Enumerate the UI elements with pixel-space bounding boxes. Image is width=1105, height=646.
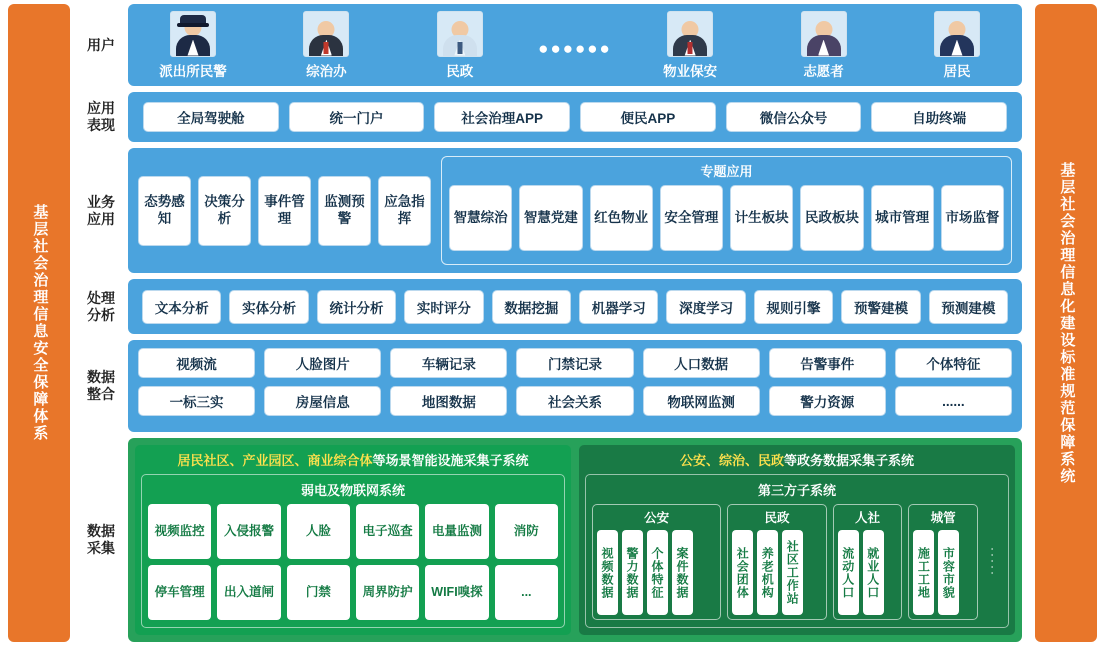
- gov-group-title: 民政: [764, 511, 790, 525]
- int-item-alarm-event[interactable]: 告警事件: [769, 348, 886, 378]
- proc-item-deep-learning[interactable]: 深度学习: [666, 290, 745, 324]
- gov-item-case-data[interactable]: 案件数据: [672, 530, 693, 615]
- biz-item-monitor[interactable]: 监测预警: [318, 176, 371, 246]
- layer-label-line: 应用: [87, 100, 115, 117]
- user-label: 派出所民警: [159, 63, 227, 79]
- acquisition-scene-subsystem: [135, 445, 571, 635]
- special-application-group: [441, 156, 1012, 265]
- int-item-house-info[interactable]: 房屋信息: [264, 386, 381, 416]
- third-party-group: [585, 474, 1009, 628]
- layer-label-application: [74, 92, 128, 142]
- app-item-cockpit[interactable]: 全局驾驶舱: [143, 102, 279, 132]
- layer-label-line: 采集: [87, 540, 115, 556]
- proc-item-rule-engine[interactable]: 规则引擎: [754, 290, 833, 324]
- gov-group-items: [913, 530, 973, 615]
- acq-item-power-monitoring[interactable]: 电量监测: [425, 504, 488, 559]
- user-label: 居民: [943, 63, 971, 79]
- int-item-face-image[interactable]: 人脸图片: [264, 348, 381, 378]
- acq-item-face[interactable]: 人脸: [287, 504, 350, 559]
- app-item-governance-app[interactable]: 社会治理APP: [434, 102, 570, 132]
- layer-label-line: 数据: [87, 523, 115, 540]
- acquisition-container: [128, 438, 1022, 642]
- left-vertical-banner: 基层社会治理信息安全保障体系: [8, 4, 70, 642]
- layer-label-line: 整合: [87, 386, 115, 402]
- int-item-social-relation[interactable]: 社会关系: [516, 386, 633, 416]
- gov-item-community-workstation[interactable]: 社区工作站: [782, 530, 803, 615]
- layer-label-line: 表现: [87, 117, 115, 133]
- layer-label-users: 用户: [87, 36, 115, 53]
- gov-group-civil-affairs: [727, 504, 826, 620]
- user-label: 志愿者: [803, 63, 844, 79]
- special-item-smart-governance[interactable]: 智慧综治: [449, 185, 512, 251]
- gov-group-items: [597, 530, 716, 615]
- government-subsystem-title: [585, 450, 1009, 469]
- weak-current-iot-row-2: [148, 565, 558, 620]
- special-item-red-property[interactable]: 红色物业: [590, 185, 653, 251]
- gov-item-video-data[interactable]: 视频数据: [597, 530, 618, 615]
- int-item-more[interactable]: ......: [895, 386, 1012, 416]
- gov-groups-ellipsis: ·····: [986, 547, 1000, 577]
- layer-application: [74, 92, 1022, 142]
- gov-item-employed-population[interactable]: 就业人口: [863, 530, 884, 615]
- user-item[interactable]: [635, 11, 745, 80]
- avatar-shirt-icon: [437, 11, 483, 57]
- government-subsystem-title-rest: 等政务数据采集子系统: [784, 453, 915, 468]
- acq-item-barrier-gate[interactable]: 出入道闸: [217, 565, 280, 620]
- proc-item-machine-learning[interactable]: 机器学习: [579, 290, 658, 324]
- user-item[interactable]: [271, 11, 381, 80]
- acquisition-government-subsystem: [579, 445, 1015, 635]
- biz-item-emergency[interactable]: 应急指挥: [378, 176, 431, 246]
- app-item-convenience-app[interactable]: 便民APP: [580, 102, 716, 132]
- int-item-map-data[interactable]: 地图数据: [390, 386, 507, 416]
- layer-label-integration: [74, 340, 128, 432]
- layer-label-acquisition: [74, 438, 128, 642]
- business-core-group: [138, 156, 431, 265]
- user-item[interactable]: [138, 11, 248, 80]
- users-container: [128, 4, 1022, 86]
- ellipsis-dots: ●●●●●●: [538, 39, 612, 58]
- business-container: [128, 148, 1022, 273]
- proc-item-prediction-model[interactable]: 预测建模: [929, 290, 1008, 324]
- scene-subsystem-title-rest: 等场景智能设施采集子系统: [372, 453, 529, 468]
- user-label: 物业保安: [663, 63, 718, 79]
- user-label: 民政: [446, 63, 474, 79]
- gov-item-floating-population[interactable]: 流动人口: [838, 530, 859, 615]
- user-label: 综治办: [306, 63, 347, 79]
- gov-group-items: [838, 530, 898, 615]
- special-item-civil-affairs[interactable]: 民政板块: [800, 185, 863, 251]
- weak-current-iot-row-1: [148, 504, 558, 559]
- gov-group-title: 城管: [930, 511, 956, 525]
- scene-subsystem-title-highlight: 居民社区、产业园区、商业综合体: [177, 453, 373, 468]
- gov-group-items: [732, 530, 821, 615]
- layer-processing: [74, 279, 1022, 334]
- acq-item-fire[interactable]: 消防: [495, 504, 558, 559]
- acq-item-wifi-sniffer[interactable]: WIFI嗅探: [425, 565, 488, 620]
- layer-label-processing: [74, 279, 128, 334]
- acq-item-perimeter-protection[interactable]: 周界防护: [356, 565, 419, 620]
- gov-group-human-resources: [833, 504, 903, 620]
- gov-group-title: 公安: [644, 511, 670, 525]
- avatar-resident-icon: [934, 11, 980, 57]
- layer-label-business: [74, 148, 128, 273]
- acq-item-video-surveillance[interactable]: 视频监控: [148, 504, 211, 559]
- processing-container: [128, 279, 1022, 334]
- int-item-one-standard-three-real[interactable]: 一标三实: [138, 386, 255, 416]
- acq-item-intrusion-alarm[interactable]: 入侵报警: [217, 504, 280, 559]
- acq-item-more[interactable]: ...: [495, 565, 558, 620]
- layer-label-line: 业务: [87, 193, 115, 210]
- special-application-items: [449, 185, 1004, 251]
- gov-item-construction-site[interactable]: 施工工地: [913, 530, 934, 615]
- special-item-market-supervision[interactable]: 市场监督: [941, 185, 1004, 251]
- avatar-police-icon: [170, 11, 216, 57]
- acq-item-e-patrol[interactable]: 电子巡查: [356, 504, 419, 559]
- third-party-title: 第三方子系统: [757, 483, 836, 498]
- avatar-volunteer-icon: [801, 11, 847, 57]
- int-item-access-record[interactable]: 门禁记录: [516, 348, 633, 378]
- user-item[interactable]: [902, 11, 1012, 80]
- app-item-wechat[interactable]: 微信公众号: [726, 102, 862, 132]
- layer-label-line: 数据: [87, 369, 115, 386]
- proc-item-statistics[interactable]: 统计分析: [317, 290, 396, 324]
- biz-item-event[interactable]: 事件管理: [258, 176, 311, 246]
- scene-subsystem-title: [141, 450, 565, 469]
- acq-item-parking[interactable]: 停车管理: [148, 565, 211, 620]
- special-application-title: 专题应用: [700, 164, 753, 179]
- avatar-suit-icon: [303, 11, 349, 57]
- layer-label-line: 分析: [87, 306, 115, 323]
- layer-users: [74, 4, 1022, 86]
- int-item-population-data[interactable]: 人口数据: [643, 348, 760, 378]
- proc-item-early-warning-model[interactable]: 预警建模: [841, 290, 920, 324]
- int-item-police-resource[interactable]: 警力资源: [769, 386, 886, 416]
- layer-business: [74, 148, 1022, 273]
- layer-integration: [74, 340, 1022, 432]
- int-item-vehicle-record[interactable]: 车辆记录: [390, 348, 507, 378]
- acq-item-access-control[interactable]: 门禁: [287, 565, 350, 620]
- gov-group-urban-management: [908, 504, 978, 620]
- gov-item-city-appearance[interactable]: 市容市貌: [938, 530, 959, 615]
- layer-stack: [74, 4, 1022, 642]
- layer-acquisition: [74, 438, 1022, 642]
- special-item-city-management[interactable]: 城市管理: [871, 185, 934, 251]
- weak-current-iot-group: [141, 474, 565, 628]
- special-item-family-planning[interactable]: 计生板块: [730, 185, 793, 251]
- avatar-security-icon: [667, 11, 713, 57]
- special-item-safety[interactable]: 安全管理: [660, 185, 723, 251]
- gov-item-individual-feature[interactable]: 个体特征: [647, 530, 668, 615]
- user-item[interactable]: [769, 11, 879, 80]
- integration-row-1: [138, 348, 1012, 378]
- int-item-individual-feature[interactable]: 个体特征: [895, 348, 1012, 378]
- special-item-smart-party[interactable]: 智慧党建: [519, 185, 582, 251]
- application-container: [128, 92, 1022, 142]
- int-item-iot-monitoring[interactable]: 物联网监测: [643, 386, 760, 416]
- weak-current-iot-items: [148, 504, 558, 620]
- biz-item-decision[interactable]: 决策分析: [198, 176, 251, 246]
- user-item[interactable]: [405, 11, 515, 80]
- proc-item-text-analysis[interactable]: 文本分析: [142, 290, 221, 324]
- app-item-portal[interactable]: 统一门户: [289, 102, 425, 132]
- integration-container: [128, 340, 1022, 432]
- biz-item-situation[interactable]: 态势感知: [138, 176, 191, 246]
- layer-label-line: 处理: [87, 289, 115, 306]
- gov-item-social-organization[interactable]: 社会团体: [732, 530, 753, 615]
- layer-label-line: 应用: [87, 210, 115, 227]
- government-subsystem-title-highlight: 公安、综治、民政: [679, 453, 784, 468]
- int-item-video-stream[interactable]: 视频流: [138, 348, 255, 378]
- integration-row-2: [138, 386, 1012, 416]
- proc-item-entity-analysis[interactable]: 实体分析: [229, 290, 308, 324]
- weak-current-iot-title: 弱电及物联网系统: [300, 483, 405, 498]
- gov-group-public-security: [592, 504, 721, 620]
- gov-item-elderly-care[interactable]: 养老机构: [757, 530, 778, 615]
- proc-item-data-mining[interactable]: 数据挖掘: [492, 290, 571, 324]
- gov-group-title: 人社: [855, 511, 881, 525]
- app-item-kiosk[interactable]: 自助终端: [871, 102, 1007, 132]
- gov-item-police-data[interactable]: 警力数据: [622, 530, 643, 615]
- third-party-groups: [592, 504, 1002, 620]
- proc-item-realtime-scoring[interactable]: 实时评分: [404, 290, 483, 324]
- right-vertical-banner: 基层社会治理信息化建设标准规范保障系统: [1035, 4, 1097, 642]
